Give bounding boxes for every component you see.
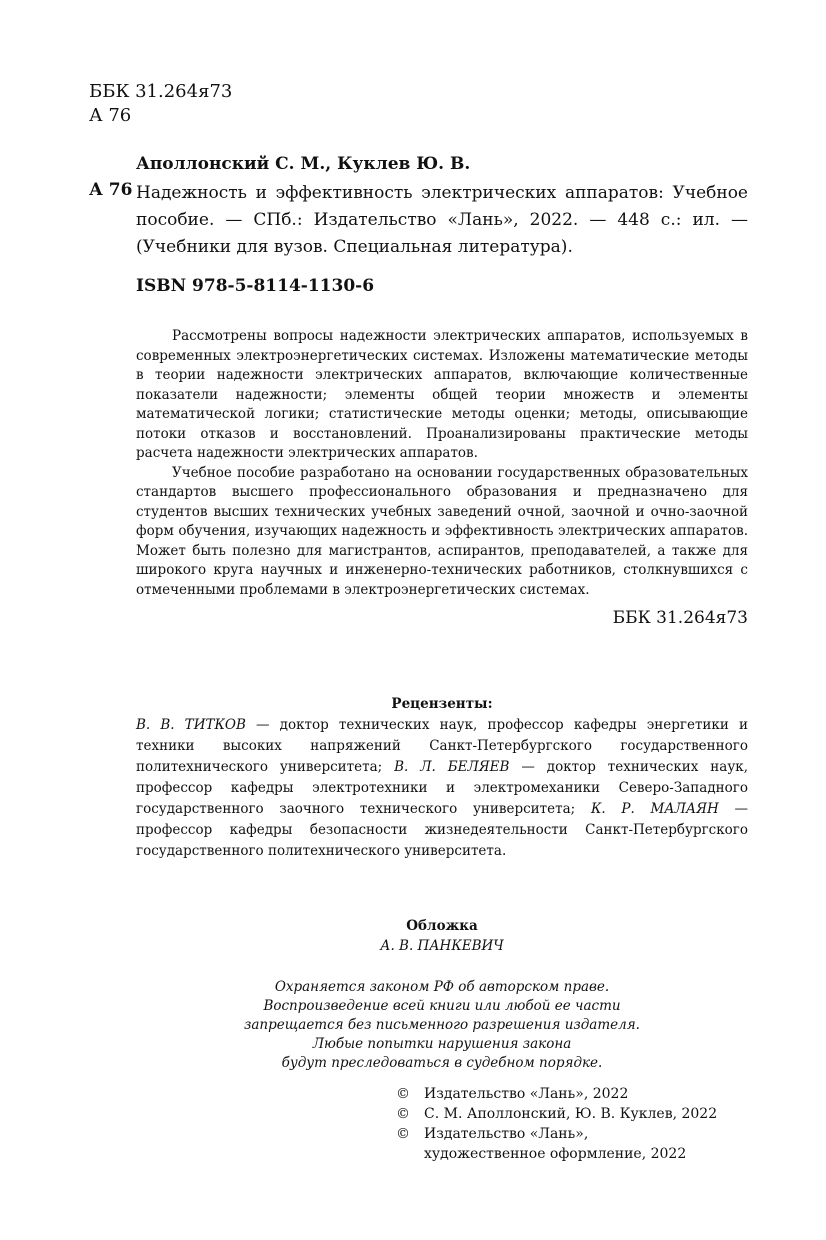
bibliographic-description: Надежность и эффективность электрических аппаратов: Учебное пособие. — СПб.: Издательство «Лань», 2022. — 448 с.: ил. — (Учебники для вузов. Специальная литература).	[136, 183, 748, 257]
copyright-text: Издательство «Лань», 2022	[424, 1086, 629, 1102]
copyright-row	[396, 1084, 717, 1104]
reviewer-name: В. В. ТИТКОВ	[136, 717, 246, 733]
cover-credit	[136, 916, 748, 956]
copyright-text: С. М. Аполлонский, Ю. В. Куклев, 2022	[424, 1106, 718, 1122]
reviewer-description: — доктор технических наук, профессор кафедры электротехники и электромеханики Северо-Западного государственного заочного технического университета;	[136, 759, 749, 817]
abstract-paragraph: Рассмотрены вопросы надежности электрических аппаратов, используемых в современных электроэнергетических системах. Изложены математические методы в теории надежности электрических аппаратов, включающие количественные показатели надежности; элементы общей теории множеств и элементы математической логики; статистические методы оценки; методы, описывающие потоки отказов и восстановлений. Проанализированы практические методы расчета надежности электрических аппаратов.	[136, 328, 748, 461]
copyright-lines	[396, 1084, 717, 1164]
bbk-code: ББК 31.264я73	[89, 81, 233, 102]
reviewers-title: Рецензенты:	[391, 696, 493, 712]
copyright-icon: ©	[396, 1086, 410, 1102]
reviewer-description: — профессор кафедры безопасности жизнедеятельности Санкт-Петербургского государственного политехнического университета.	[136, 801, 748, 859]
reviewers-text	[136, 715, 748, 862]
cover-designer: А. В. ПАНКЕВИЧ	[380, 938, 504, 954]
copyright-row	[396, 1124, 717, 1164]
author-sign-code: А 76	[89, 180, 133, 200]
abstract	[136, 327, 748, 600]
cover-title: Обложка	[406, 918, 478, 934]
notice-line: запрещается без письменного разрешения издателя.	[244, 1017, 640, 1033]
bbk-header	[89, 80, 232, 128]
notice-line: Охраняется законом РФ об авторском праве.	[274, 979, 610, 995]
author-sign: А 76	[89, 105, 132, 126]
reviewer-name: В. Л. БЕЛЯЕВ	[394, 759, 510, 775]
bbk-code-right: ББК 31.264я73	[612, 608, 748, 628]
copyright-text-line: художественное оформление, 2022	[424, 1146, 687, 1162]
copyright-row	[396, 1104, 717, 1124]
copyright-icon: ©	[396, 1126, 410, 1142]
reviewer-name: К. Р. МАЛАЯН	[590, 801, 719, 817]
reviewer-description: — доктор технических наук, профессор кафедры энергетики и техники высоких напряжений Санкт-Петербургского государственного политехнического университета;	[136, 717, 748, 775]
notice-line: Воспроизведение всей книги или любой ее части	[263, 998, 621, 1014]
authors: Аполлонский С. М., Куклев Ю. В.	[136, 154, 471, 174]
copyright-text-line: Издательство «Лань»,	[424, 1126, 589, 1142]
copyright-text	[424, 1124, 686, 1164]
isbn: ISBN 978-5-8114-1130-6	[136, 276, 375, 296]
notice-line: будут преследоваться в судебном порядке.	[281, 1055, 603, 1071]
copyright-notice	[136, 978, 748, 1073]
abstract-paragraph: Учебное пособие разработано на основании государственных образовательных стандартов высшего профессионального образования и предназначено для студентов высших технических учебных заведений очной, заочной и очно-заочной форм обучения, изучающих надежность и эффективность электрических аппаратов. Может быть полезно для магистрантов, аспирантов, преподавателей, а также для широкого круга научных и инженерно-технических работников, столкнувшихся с отмеченными проблемами в электроэнергетических системах.	[136, 464, 748, 598]
reviewers-block	[136, 694, 748, 862]
copyright-icon: ©	[396, 1106, 410, 1122]
notice-line: Любые попытки нарушения закона	[312, 1036, 572, 1052]
